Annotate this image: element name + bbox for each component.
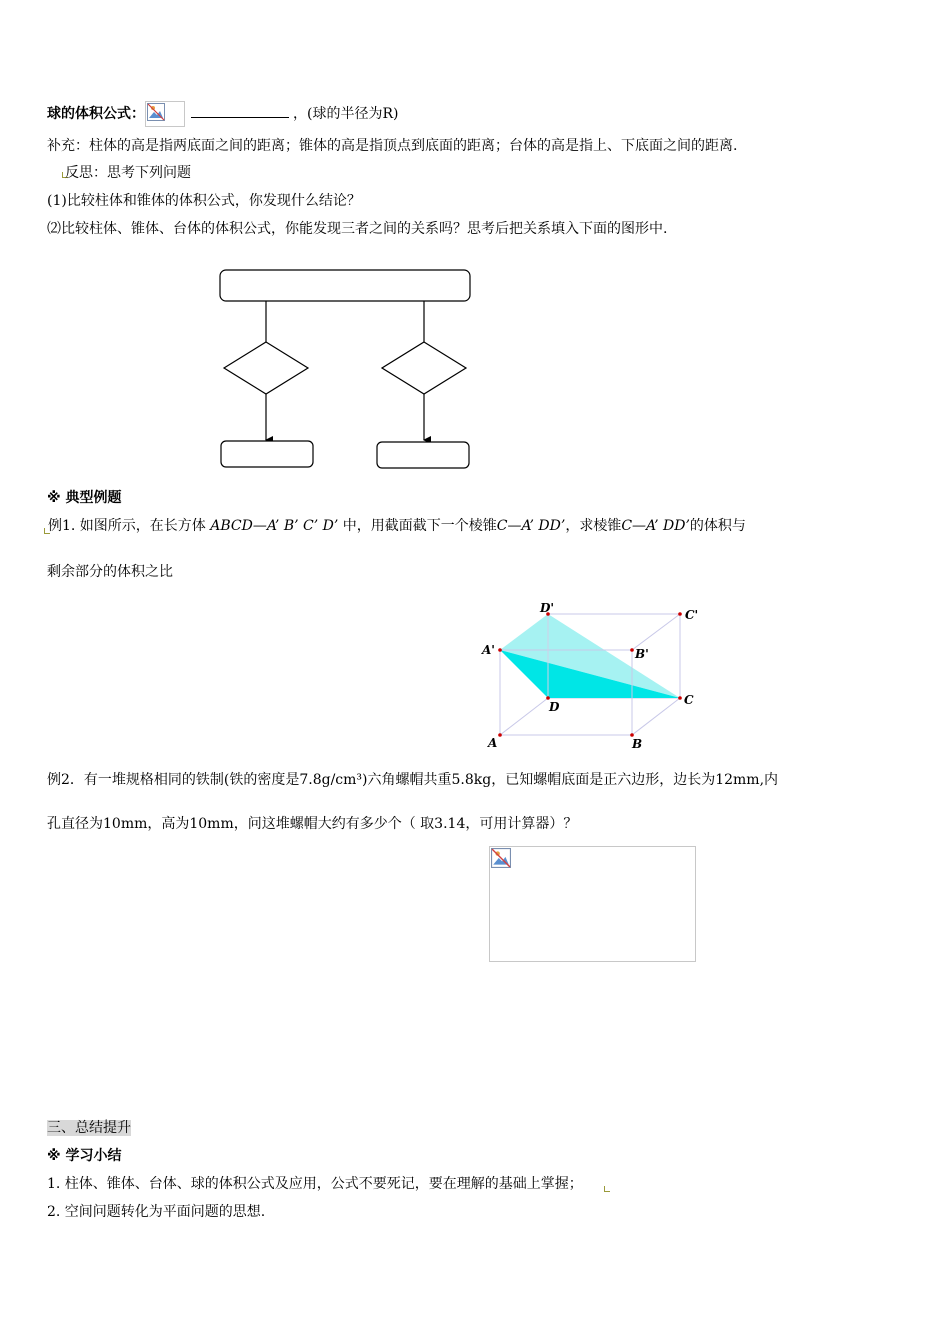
label-B: B [632, 737, 643, 751]
reflection-question-2: ⑵比较柱体、锥体、台体的体积公式，你能发现三者之间的关系吗？思考后把关系填入下面的图形中. [47, 221, 668, 237]
label-D: D [549, 700, 560, 714]
example-1-line-1 [48, 516, 746, 536]
point-B-prime [630, 648, 634, 652]
example-2-image-placeholder [489, 846, 696, 962]
relationship-diagram [0, 0, 950, 480]
diagram-bottom-box-right[interactable] [377, 442, 469, 468]
summary-heading: ※ 学习小结 [47, 1148, 122, 1164]
example-1-pyramid-name: C—A’ DD’ [496, 518, 566, 534]
example-2-line-1: 例2．有一堆规格相同的铁制(铁的密度是7.8g/cm³)六角螺帽共重5.8kg，已知螺帽底面是正六边形，边长为12mm,内 [47, 772, 779, 788]
supplement-text: 补充：柱体的高是指两底面之间的距离；锥体的高是指顶点到底面的距离；台体的高是指上、下底面之间的距离. [47, 138, 738, 154]
diagram-top-box[interactable] [220, 270, 470, 301]
point-A-prime [498, 648, 502, 652]
label-C: C [684, 693, 694, 707]
reflection-title: 反思：思考下列问题 [65, 165, 191, 181]
example-2-line-2: 孔直径为10mm，高为10mm，问这堆螺帽大约有多少个（ 取3.14，可用计算器）？ [47, 816, 578, 832]
diagram-bottom-box-left[interactable] [221, 441, 313, 467]
sphere-formula-label: 球的体积公式： [47, 106, 145, 122]
label-B-prime: B' [635, 647, 649, 661]
examples-heading: ※ 典型例题 [47, 490, 122, 506]
label-D-prime: D' [540, 601, 555, 615]
edit-mark [604, 1186, 610, 1192]
example-1-line-2: 剩余部分的体积之比 [47, 564, 173, 580]
edge-A-D [500, 698, 548, 735]
diagram-diamond-right[interactable] [382, 342, 466, 394]
broken-image-icon [491, 848, 511, 868]
example-1-text-b: 中，用截面截下一个棱锥 [342, 518, 497, 534]
label-A: A [488, 736, 498, 750]
diagram-diamond-left[interactable] [224, 342, 308, 394]
cuboid-figure [470, 598, 720, 754]
summary-section-label: 三、总结提升 [47, 1120, 131, 1136]
point-A [498, 733, 502, 737]
reflection-question-1: (1)比较柱体和锥体的体积公式，你发现什么结论？ [47, 193, 361, 209]
summary-section-title [47, 1118, 131, 1138]
edge-B-prime-C-prime [632, 614, 680, 650]
sphere-formula-note: ，(球的半径为R) [293, 106, 399, 122]
edge-B-C [632, 698, 680, 735]
point-C-prime [678, 612, 682, 616]
point-C [678, 696, 682, 700]
example-1-text-d: 的体积与 [689, 518, 746, 534]
example-1-text-c: ，求棱锥 [565, 518, 622, 534]
label-A-prime: A' [482, 643, 495, 657]
example-1-text-a: 例1. 如图所示，在长方体 [48, 518, 206, 534]
label-C-prime: C' [685, 608, 699, 622]
summary-item-2: 2. 空间问题转化为平面问题的思想. [47, 1204, 266, 1220]
example-1-pyramid-name-2: C—A’ DD’ [621, 518, 690, 534]
summary-item-1: 1. 柱体、锥体、台体、球的体积公式及应用，公式不要死记，要在理解的基础上掌握； [47, 1176, 583, 1192]
example-1-cuboid-name: ABCD—A’ B’ C’ D’ [210, 518, 339, 534]
